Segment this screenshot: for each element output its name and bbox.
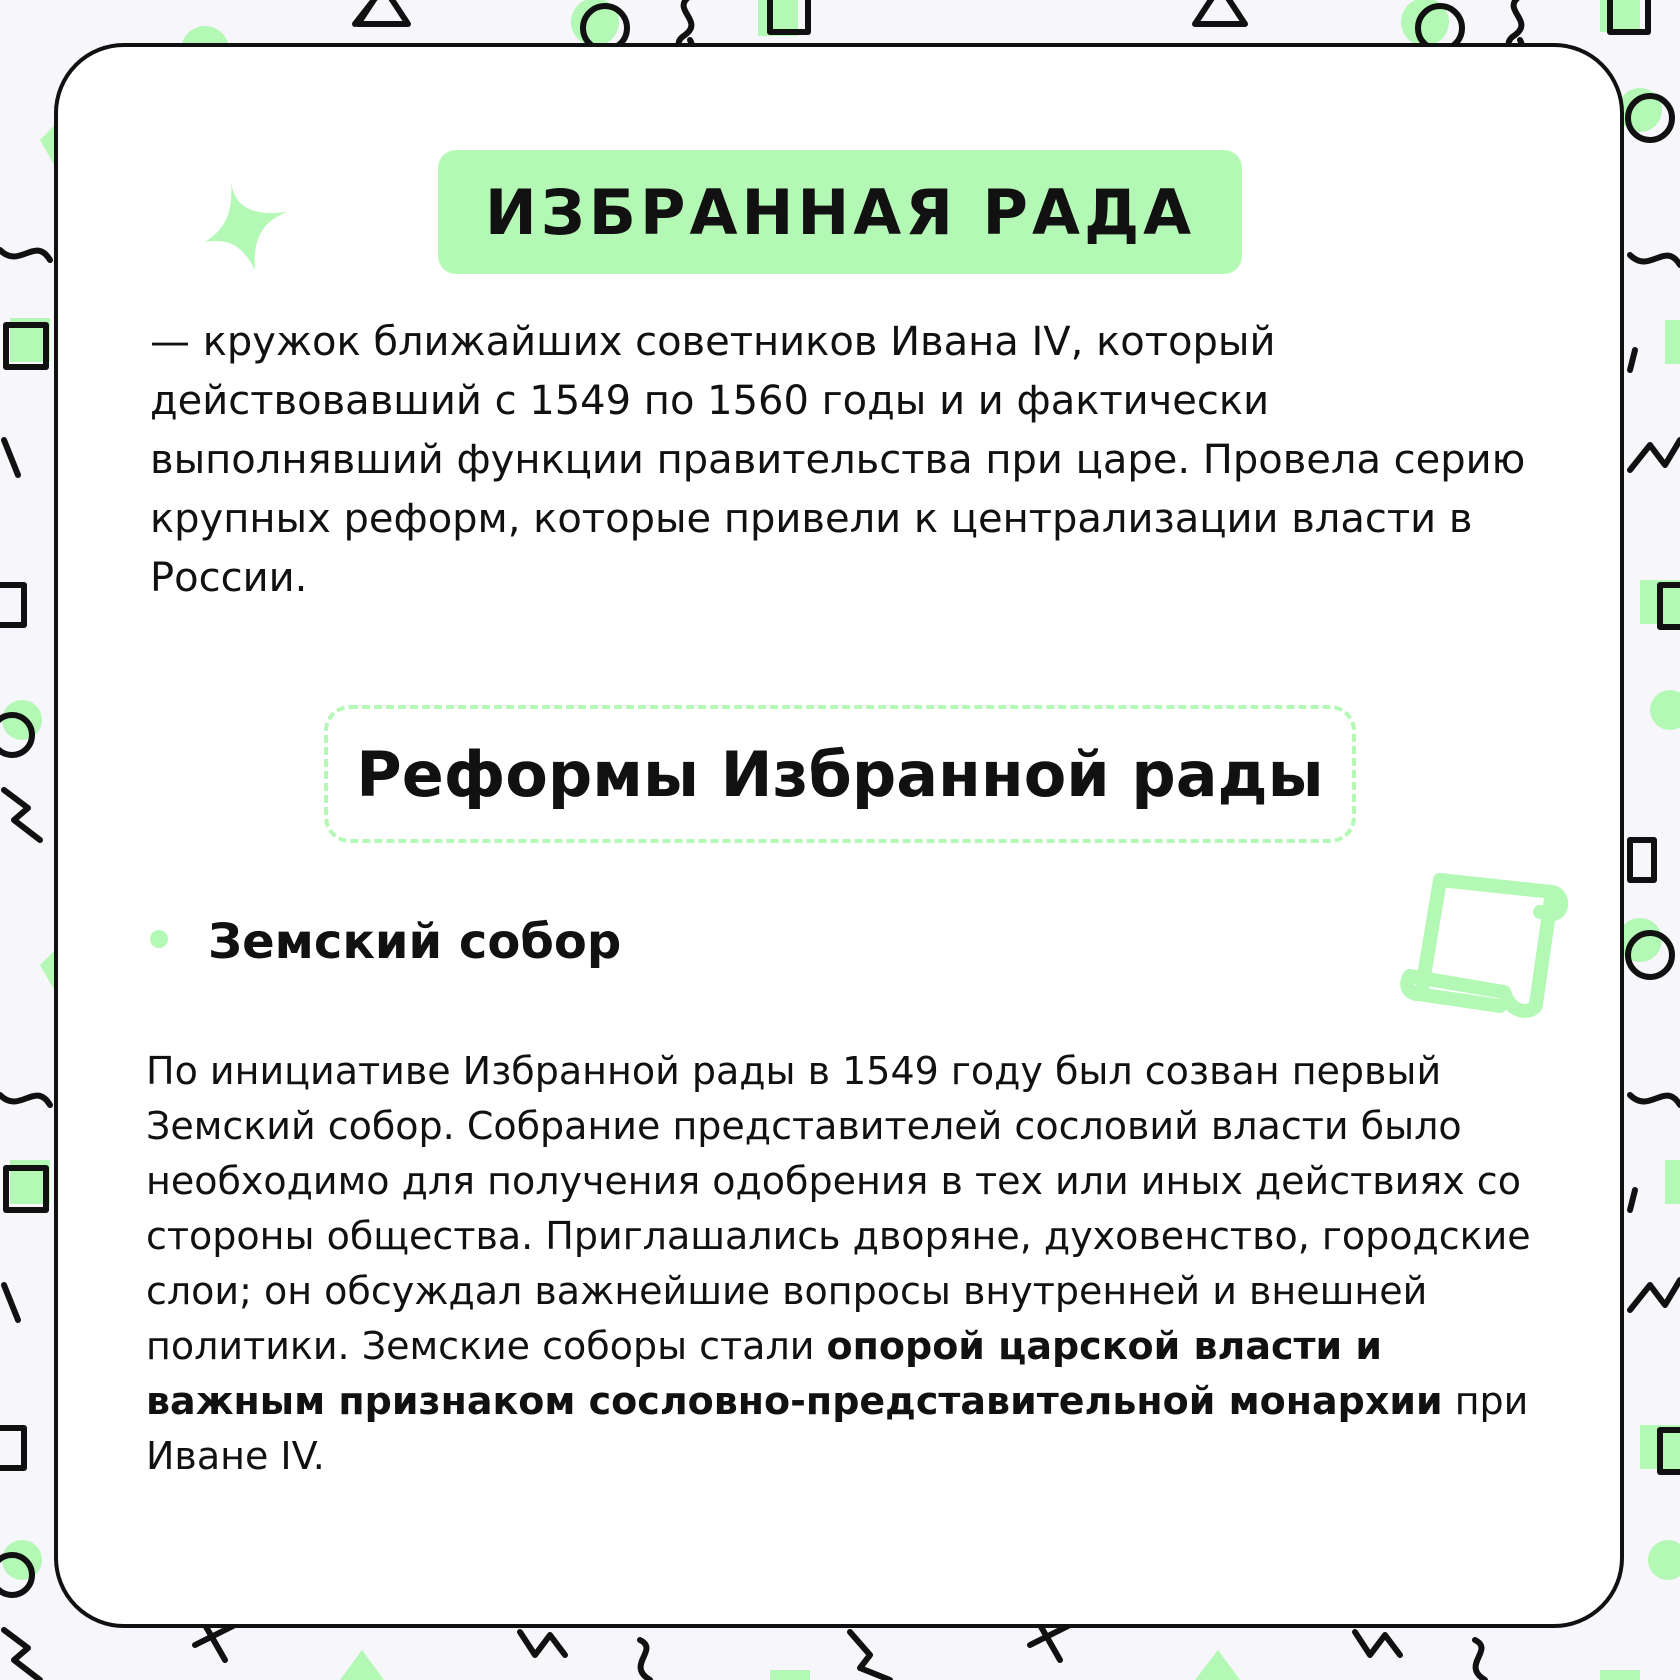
bullet-dot [150, 930, 168, 948]
reform-title: Земский собор [208, 914, 622, 970]
page-title: ИЗБРАННАЯ РАДА [484, 175, 1196, 249]
reform-text-emphasis: опорой царской власти и важным признаком сословно-представительной монархии [146, 1324, 1443, 1423]
reform-text-end: при Иване IV. [146, 1379, 1529, 1478]
sparkle-icon [203, 178, 289, 272]
section-heading: Реформы Избранной рады [356, 737, 1324, 811]
scroll-icon [1400, 868, 1570, 1018]
intro-paragraph: — кружок ближайших советников Ивана IV, который действовавший с 1549 по 1560 годы и и фактически выполнявший функции правительства при царе. Провела серию крупных реформ, которые привели к централизации власти в России. [150, 319, 1526, 601]
reform-description [146, 1044, 1566, 1484]
section-heading-box [324, 705, 1356, 843]
title-banner [438, 150, 1242, 274]
reform-text: По инициативе Избранной рады в 1549 году был созван первый Земский собор. Собрание представителей сословий власти было необходимо для получения одобрения в тех или иных действиях со стороны общества. Приглашались дворяне, духовенство, городские слои; он обсуждал важнейшие вопросы внутренней и внешней политики. Земские соборы стали [146, 1049, 1531, 1368]
